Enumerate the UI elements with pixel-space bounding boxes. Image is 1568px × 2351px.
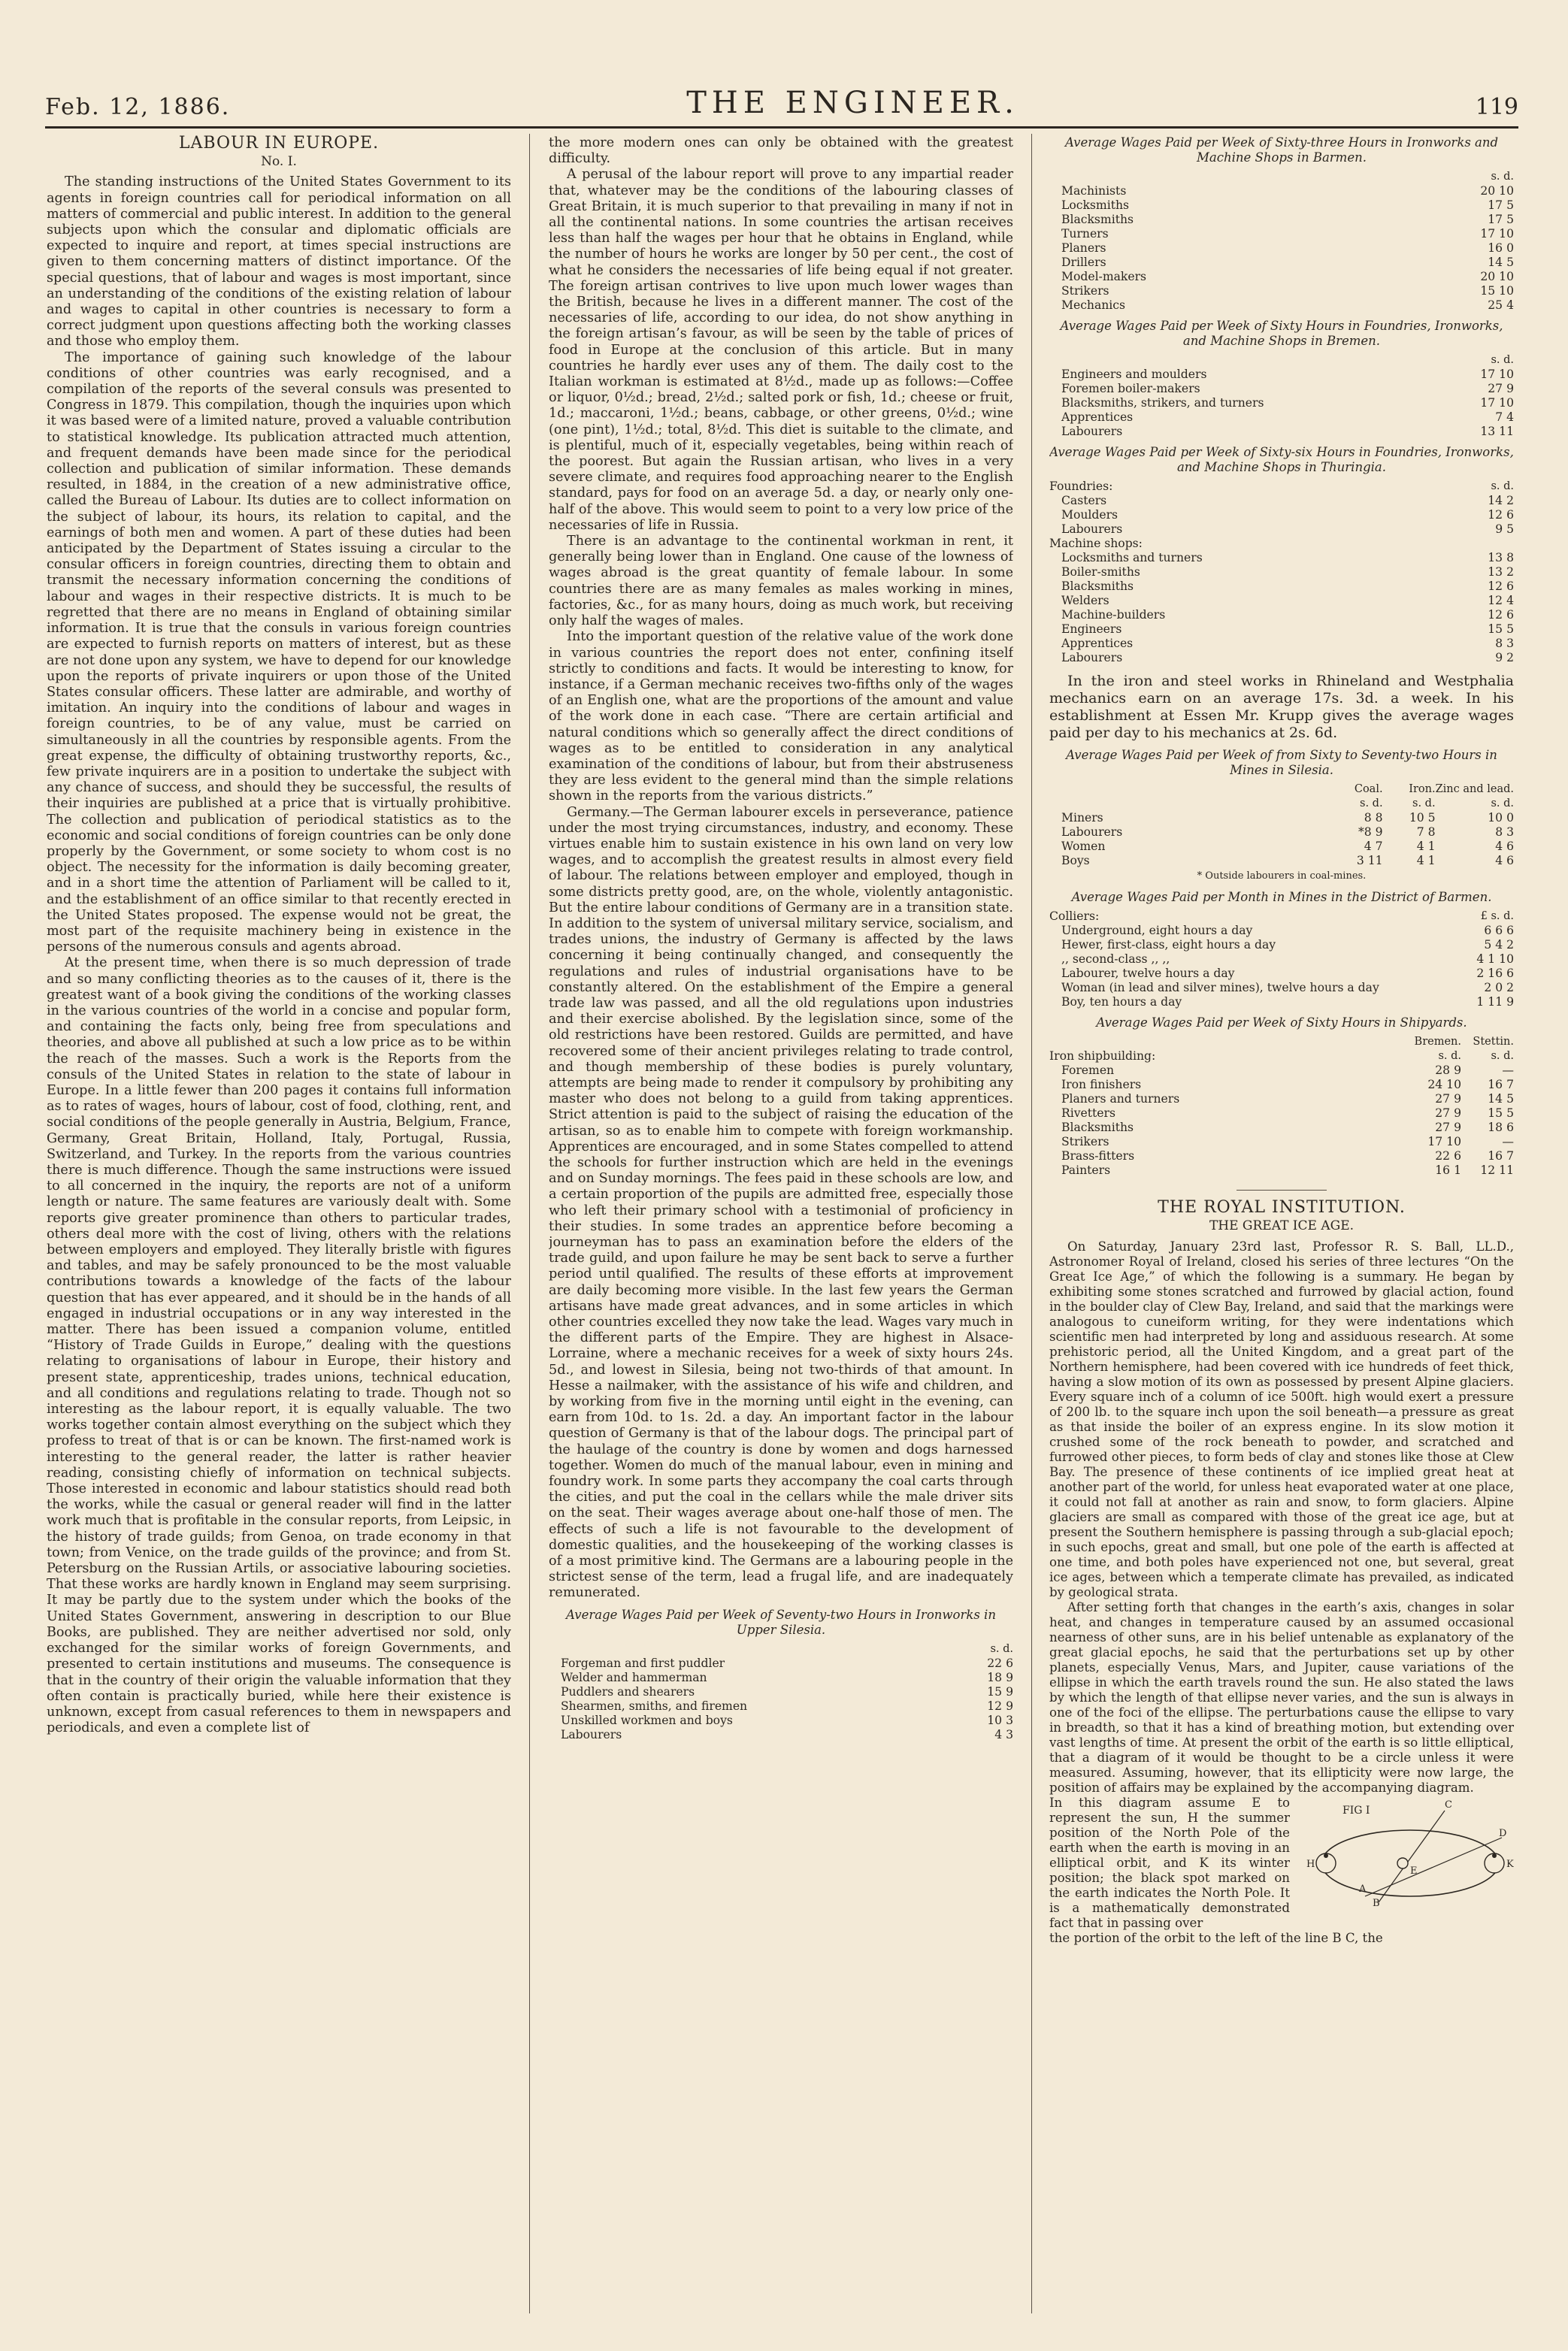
table-row [1049, 622, 1514, 637]
table-row [1049, 298, 1514, 313]
paragraph: At the present time, when there is so much depression of trade and so many conflicting theories as to the causes of it, there is the greatest want of a book giving the conditions of the working classes in the various countries of the world in a concise and popular form, and containing the facts only, being free from speculations and theories, and above all published at such a low price as to be within the reach of the masses. Such a work is the Reports from the consuls of the United States in relation to the state of labour in Europe. In a little fewer than 200 pages it contains full information as to rates of wages, hours of labour, cost of food, clothing, rent, and social conditions of the people generally in Austria, Belgium, France, Germany, Great Britain, Holland, Italy, Portugal, Russia, Switzerland, and Turkey. In the reports from the various countries there is much difference. Though the same instructions were issued to all concerned in the inquiry, the reports are not of a uniform length or nature. The same features are variously dealt with. Some reports give greater prominence than others to particular trades, others deal more with the cost of living, others with the relations between employers and employed. They literally bristle with figures and tables, and may be safely pronounced to be the most valuable contributions towards a knowledge of the facts of the labour question that has ever appeared, and it should be in the hands of all engaged in industrial occupations or in any way interested in the matter. There has been issued a companion volume, entitled “History of Trade Guilds in Europe,” dealing with the questions relating to organisations of labour in Europe, their history and present state, apprenticeship, trades unions, technical education, and all conditions and regulations relating to trade. Though not so interesting as the labour report, it is equally valuable. The two works together contain almost everything on the subject which they profess to treat of that is or can be known. The first-named work is interesting to the general reader, the latter is rather heavier reading, consisting chiefly of information on technical subjects. Those interested in economic and labour statistics should read both the works, while the casual or general reader will find in the latter work much that is profitable in the consular reports, from Leipsic, in the history of trade guilds; from Genoa, on trade economy in that town; from Venice, on the trade guilds of the province; and from St. Petersburg on the Russian Artils, or associative labouring societies. That these works are hardly known in England may seem surprising. It may be partly due to the system under which the books of the United States Government, answering in description to our Blue Books, are published. They are neither advertised nor sold, only exchanged for the similar works of foreign Governments, and presented to certain institutions and museums. The consequence is that in the country of their origin the valuable information that they often contain is practically buried, while here their existence is unknown, except from casual references to them in newspapers and periodicals, and even a complete list of [47, 955, 511, 1736]
row-value: 27 9 [1435, 1092, 1461, 1106]
page-number: 119 [1475, 94, 1518, 120]
row-value: 15 10 [1480, 284, 1514, 298]
row-label: Blacksmiths [1061, 1121, 1134, 1135]
group-label: Iron shipbuilding: [1049, 1049, 1156, 1064]
row-value: 10 3 [987, 1713, 1013, 1727]
table-row [1049, 981, 1514, 995]
table-row [549, 1657, 1013, 1671]
row-value: 6 6 6 [1484, 924, 1514, 938]
unit-header: s. d. [1491, 1050, 1514, 1063]
row-value: 17 10 [1480, 396, 1514, 410]
north-pole-spot [1492, 1853, 1497, 1858]
paragraph: Into the important question of the relative value of the work done in various countries the report does not enter, confining itself strictly to conditions and facts. It would be interesting to know, for instance, if a German mechanic receives two-fifths only of the wages of an English one, what are the proportions of the amount and value of the work done in each case. “There are certain artificial and natural conditions which so generally affect the direct conditions of wages as to be entitled to consideration in any analytical examination of the conditions of labour, but from their abstruseness they are less evident to the general mind than the simple relations shown in the reports from the various districts.” [549, 629, 1013, 804]
table-row [549, 1671, 1013, 1685]
row-label: Underground, eight hours a day [1061, 924, 1253, 938]
row-label: Painters [1061, 1163, 1111, 1178]
row-label: Welders [1061, 594, 1109, 607]
row-value: 13 2 [1488, 565, 1514, 579]
row-label: Blacksmiths, strikers, and turners [1061, 396, 1264, 410]
row-value: 7 4 [1495, 410, 1514, 424]
row-label: Planers [1061, 241, 1106, 255]
row-label: Foremen [1061, 1064, 1115, 1078]
row-value: 4 6 [1495, 854, 1514, 867]
unit-header: s. d. [1491, 171, 1514, 183]
row-value: 9 5 [1495, 522, 1514, 536]
table-row [1049, 594, 1514, 608]
unit-header: s. d. [990, 1642, 1013, 1655]
table-row [1049, 1163, 1514, 1178]
table-row [1049, 522, 1514, 537]
row-label: Forgeman and first puddler [561, 1656, 725, 1670]
row-label: Hewer, first-class, eight hours a day [1061, 938, 1276, 952]
row-label: Labourers [1061, 651, 1123, 664]
row-value: 8 3 [1495, 637, 1514, 650]
sun [1397, 1858, 1408, 1868]
wages-table-thuringia [1049, 480, 1514, 665]
row-value: 20 10 [1480, 184, 1514, 198]
column-1 [47, 135, 511, 2330]
table-row [549, 1685, 1013, 1699]
row-value: 1 11 9 [1476, 995, 1514, 1009]
row-value: 12 11 [1480, 1163, 1514, 1178]
row-value: 10 0 [1488, 811, 1514, 825]
paragraph: the more modern ones can only be obtained with the greatest difficulty. [549, 135, 1013, 167]
row-value: 9 2 [1495, 651, 1514, 664]
label-c: C [1445, 1799, 1452, 1811]
row-label: Locksmiths [1061, 198, 1130, 212]
row-label: Apprentices [1061, 637, 1134, 650]
label-a: A [1359, 1883, 1367, 1895]
table-row [1049, 840, 1514, 854]
table-row [1049, 637, 1514, 651]
row-label: Unskilled workmen and boys [561, 1713, 733, 1727]
row-label: Labourer, twelve hours a day [1061, 967, 1235, 981]
orbit-ellipse [1321, 1830, 1499, 1896]
row-value: 17 10 [1480, 227, 1514, 241]
paragraph: The importance of gaining such knowledge of the labour conditions of other countries was early recognised, and a compilation of the reports of the several consuls was presented to Congress in 1879. This compilation, though the inquiries upon which it was based were of a limited nature, proved a valuable contribution to statistical knowledge. Its publication attracted much attention, and frequent demands have been made since for the periodical collection and publication of similar information. These demands resulted, in 1884, in the creation of a new administrative office, called the Bureau of Labour. Its duties are to collect information on the subject of labour, its hours, its relation to capital, and the earnings of both men and women. A part of these duties had been anticipated by the Department of States issuing a circular to the consular officers in foreign countries, directing them to obtain and transmit the necessary information concerning the conditions of labour and wages in their respective districts. It is much to be regretted that there are no means in England of obtaining similar information. It is true that the consuls in various foreign countries are expected to furnish reports on matters of interest, but as these are not done upon any system, we have to depend for our knowledge upon the reports of private inquirers or upon those of the United States consular officers. These latter are admirable, and worthy of imitation. An inquiry into the conditions of labour and wages in foreign countries, to be of any value, must be carried on simultaneously in all the countries by responsible agents. From the great expense, the difficulty of obtaining trustworthy reports, &c., few private inquirers are in a position to undertake the subject with any chance of success, and should they be successful, the results of their inquiries are published at a price that is virtually prohibitive. The collection and publication of periodical statistics as to the economic and social conditions of foreign countries can be only done properly by the Government, or some society to whom cost is no object. The necessity for the information is daily becoming greater, and in a short time the attention of Parliament will be called to it, and the establishment of an office similar to that recently erected in the United States proposed. The expense would not be great, the most part of the requisite machinery being in existence in the persons of the numerous consuls and agents abroad. [47, 349, 511, 955]
table-row [1049, 396, 1514, 410]
row-value: 4 3 [994, 1727, 1013, 1741]
table-row [1049, 1135, 1514, 1149]
row-label: Boy, ten hours a day [1061, 995, 1182, 1009]
issue-date: Feb. 12, 1886. [45, 94, 231, 120]
row-value: 17 10 [1427, 1135, 1461, 1149]
row-value: 3 11 [1356, 854, 1383, 867]
row-label: Labourers [1061, 825, 1123, 839]
label-b: B [1373, 1897, 1380, 1908]
row-value: 12 6 [1488, 508, 1514, 522]
table-row [1049, 241, 1514, 256]
row-label: Foremen boiler-makers [1061, 382, 1200, 395]
table-row [1049, 551, 1514, 565]
row-value: 15 9 [987, 1684, 1013, 1699]
footnote: * Outside labourers in coal-mines. [1197, 870, 1367, 882]
table-row [1049, 995, 1514, 1009]
row-value: 16 1 [1435, 1163, 1461, 1178]
page-header [45, 75, 1518, 129]
wages-table-shipyards [1049, 1035, 1514, 1178]
paragraph: A perusal of the labour report will prove to any impartial reader that, whatever may be the conditions of the labouring classes of Great Britain, it is much superior to that prevailing in many if not in all the continental nations. In some countries the artisan receives less than half the wages per hour that he obtains in England, while the number of hours he works are longer by 50 per cent., the cost of what he considers the necessaries of life being equal if not greater. The foreign artisan contrives to live upon much lower wages than the British, because he lives in a different manner. The cost of the necessaries of life, according to our idea, do not show anything in the foreign artisan’s favour, as will be seen by the table of prices of food in Europe at the conclusion of this article. But in many countries he hardly ever uses any of them. The daily cost to the Italian workman is estimated at 8½d., made up as follows:—Coffee or liquor, 0½d.; bread, 2½d.; salted pork or fish, 1d.; cheese or fruit, 1d.; maccaroni, 1½d.; beans, cabbage, or other greens, 0½d.; wine (one pint), 1½d.; total, 8½d. This diet is suitable to the climate, and is plentiful, much of it, especially vegetables, being within reach of the poorest. But again the Russian artisan, who lives in a very severe climate, and requires food approaching nearer to the English standard, pays for food on an average 5d. a day, or nearly only one-half of the above. This would seem to point to a very low price of the necessaries of life in Russia. [549, 167, 1013, 533]
row-value: 12 9 [987, 1699, 1013, 1713]
row-label: Welder and hammerman [561, 1670, 707, 1684]
wages-table-mines-silesia [1049, 782, 1514, 868]
row-value: — [1502, 1064, 1514, 1078]
row-value: 5 4 2 [1484, 938, 1514, 952]
row-value: 14 2 [1488, 494, 1514, 507]
row-label: Miners [1061, 811, 1103, 825]
unit-header: s. d. [1491, 354, 1514, 366]
row-label: Strikers [1061, 284, 1109, 298]
table-row [1049, 425, 1514, 439]
column-rule [1031, 134, 1032, 2313]
row-value: 2 0 2 [1484, 981, 1514, 995]
table-row [1049, 825, 1514, 840]
row-label: Mechanics [1061, 298, 1126, 312]
table-caption: Average Wages Paid per Week of Sixty Hours in Foundries, Ironworks, and Machine Shops in Bremen. [1060, 319, 1503, 348]
article-subtitle: THE GREAT ICE AGE. [1209, 1218, 1355, 1234]
row-label: ,, second-class ,, ,, [1061, 952, 1170, 967]
article-title: THE ROYAL INSTITUTION. [1158, 1198, 1406, 1218]
table-row [1049, 184, 1514, 198]
table-row [1049, 565, 1514, 579]
row-value: *8 9 [1358, 825, 1383, 839]
row-value: 17 10 [1480, 368, 1514, 381]
unit-header: £ s. d. [1480, 910, 1514, 923]
row-value: 25 4 [1488, 298, 1514, 312]
row-value: 13 8 [1488, 551, 1514, 564]
table-row [1049, 198, 1514, 213]
row-value: 8 8 [1364, 811, 1383, 825]
table-row [1049, 227, 1514, 241]
paragraph: Germany.—The German labourer excels in perseverance, patience under the most trying circumstances, industry, and economy. These virtues enable him to sustain existence in his own land on very low wages, and to accomplish the greatest results in almost every field of labour. The relations between employer and employed, though in some districts pretty good, are, on the whole, violently antagonistic. But the entire labour conditions of Germany are in a transition state. In addition to the system of universal military service, socialism, and trades unions, the industry of Germany is affected by the laws concerning it being continually changed, and consequently the regulations and rules of industrial organisations have to be constantly altered. On the establishment of the Empire a general trade law was passed, and all the old regulations upon industries and their exercise abolished. By the legislation since, some of the old restrictions have been restored. Guilds are permitted, and have recovered some of their ancient privileges relating to trade control, and though membership of these bodies is purely voluntary, attempts are being made to render it compulsory by prohibiting any master who does not belong to a guild from taking apprentices. Strict attention is paid to the subject of raising the education of the artisan, so as to enable him to compete with foreign workmanship. Apprentices are encouraged, and in some States compelled to attend the schools for further instruction which are held in the evenings and on Sunday mornings. The fees paid in these schools are low, and a certain proportion of the pupils are admitted free, especially those who left their primary school with a testimonial of proficiency in their studies. In some trades an apprentice before becoming a journeyman has to pass an examination before the elders of the trade guild, and upon failure he may be sent back to serve a further period until qualified. The results of these efforts at improvement are daily becoming more visible. In the last few years the German artisans have made great advances, and in some articles in which other countries excelled they now take the lead. Wages vary much in the different parts of the Empire. They are highest in Alsace-Lorraine, where a mechanic receives for a week of sixty hours 24s. 5d., and lowest in Silesia, being not two-thirds of that amount. In Hesse a nailmaker, with the assistance of his wife and children, and by working from five in the morning until eight in the evening, can earn from 10d. to 1s. 2d. a day. An important factor in the labour question of Germany is that of the labour dogs. The principal part of the haulage of the country is done by women and dogs harnessed together. Women do much of the manual labour, even in mining and foundry work. In some parts they accompany the coal carts through the cities, and put the coal in the cellars while the male driver sits on the seat. Their wages average about one-half those of men. The effects of such a life is not favourable to the development of domestic qualities, and the housekeeping of the working classes is of a most primitive kind. The Germans are a labouring people in the strictest sense of the term, lead a frugal life, and are inadequately remunerated. [549, 804, 1013, 1601]
row-value: 16 7 [1488, 1149, 1514, 1163]
row-value: 27 9 [1435, 1121, 1461, 1135]
row-value: 20 10 [1480, 270, 1514, 283]
table-row [1049, 811, 1514, 825]
row-value: 2 16 6 [1476, 967, 1514, 981]
table-caption: Average Wages Paid per Week of Sixty Hours in Shipyards. [1096, 1015, 1467, 1030]
row-value: 27 9 [1488, 382, 1514, 395]
paragraph: In the iron and steel works in Rhineland and Westphalia mechanics earn on an average 17s. 3d. a week. In his establishment at Essen Mr. Krupp gives the average wages paid per day to his mechanics at 2s. 6d. [1049, 673, 1514, 741]
row-value: 10 5 [1409, 811, 1436, 825]
row-value: 12 4 [1488, 594, 1514, 607]
row-value: 13 11 [1480, 425, 1514, 438]
unit-header: s. d. [1438, 1050, 1461, 1063]
row-label: Machinists [1061, 184, 1127, 198]
row-value: 17 5 [1488, 198, 1514, 212]
row-label: Machine-builders [1061, 608, 1166, 622]
label-e: E [1410, 1865, 1418, 1877]
row-value: 15 5 [1488, 622, 1514, 636]
col-header: Zinc and lead. [1435, 783, 1514, 795]
row-label: Engineers [1061, 622, 1122, 636]
group-label: Colliers: [1049, 909, 1100, 924]
row-label: Drillers [1061, 256, 1106, 269]
row-value: 12 6 [1488, 608, 1514, 622]
table-row [1049, 938, 1514, 952]
row-value: 24 10 [1427, 1078, 1461, 1092]
row-label: Planers and turners [1061, 1092, 1180, 1106]
row-value: 4 1 10 [1476, 952, 1514, 967]
row-value: 4 7 [1364, 840, 1383, 853]
row-label: Iron finishers [1061, 1078, 1142, 1092]
row-label: Woman (in lead and silver mines), twelve hours a day [1061, 981, 1379, 995]
row-label: Apprentices [1061, 410, 1134, 424]
row-label: Rivetters [1061, 1106, 1115, 1121]
row-label: Boiler-smiths [1061, 565, 1140, 579]
row-label: Brass-fitters [1061, 1149, 1135, 1163]
row-value: — [1502, 1135, 1514, 1149]
col-header: Stettin. [1473, 1036, 1514, 1048]
table-caption: Average Wages Paid per Week of from Sixty to Seventy-two Hours in Mines in Silesia. [1066, 748, 1497, 777]
row-label: Moulders [1061, 508, 1118, 522]
row-value: 27 9 [1435, 1106, 1461, 1121]
row-value: 28 9 [1435, 1064, 1461, 1078]
journal-title: THE ENGINEER. [686, 86, 1019, 120]
row-label: Blacksmiths [1061, 579, 1134, 593]
row-value: 4 6 [1495, 840, 1514, 853]
unit-header: s. d. [1412, 797, 1436, 809]
row-value: 18 9 [987, 1670, 1013, 1684]
table-row [1049, 410, 1514, 425]
table-row [1049, 1149, 1514, 1163]
row-label: Turners [1061, 227, 1109, 241]
col-header: Iron. [1409, 783, 1436, 795]
ice-age-orbit-diagram [1297, 1796, 1514, 1908]
row-label: Women [1061, 840, 1106, 853]
row-value: 22 6 [987, 1656, 1013, 1670]
table-row [1049, 651, 1514, 665]
row-label: Model-makers [1061, 270, 1147, 283]
table-row [1049, 368, 1514, 382]
row-label: Shearmen, smiths, and firemen [561, 1699, 748, 1713]
article-subtitle: No. I. [261, 154, 297, 170]
line-ad [1365, 1838, 1502, 1896]
row-value: 14 5 [1488, 256, 1514, 269]
column-2 [549, 135, 1013, 2330]
table-row [1049, 382, 1514, 396]
row-label: Blacksmiths [1061, 213, 1134, 226]
row-label: Strikers [1061, 1135, 1109, 1149]
paragraph: The standing instructions of the United States Government to its agents in foreign countries call for periodical information on all matters of commercial and public interest. In addition to the general subjects upon which the consular and diplomatic officials are expected to inquire and report, at times special instructions are given to them concerning matters of distinct importance. Of the special questions, that of labour and wages is most important, since an understanding of the conditions of the existing relation of labour and wages to capital in other countries is necessary to form a correct judgment upon questions affecting both the working classes and those who employ them. [47, 174, 511, 349]
row-label: Puddlers and shearers [561, 1684, 695, 1699]
table-row [1049, 967, 1514, 981]
figure-text: In this diagram assume E to represent the sun, H the summer position of the North Pole of the earth when the earth is moving in an elliptical orbit, and K its winter position; the black spot marked on the earth indicates the North Pole. It is a mathematically demonstrated fact that in passing over [1049, 1795, 1290, 1930]
wages-table-silesia [549, 1642, 1013, 1742]
wages-table-mines-barmen [1049, 909, 1514, 1009]
line-bc [1379, 1811, 1445, 1902]
paragraph: the portion of the orbit to the left of the line B C, the [1049, 1930, 1383, 1945]
label-d: D [1499, 1827, 1507, 1839]
table-row [1049, 1106, 1514, 1121]
north-pole-spot [1324, 1853, 1328, 1858]
column-3 [1049, 135, 1514, 2330]
row-label: Casters [1061, 494, 1107, 507]
row-label: Engineers and moulders [1061, 368, 1207, 381]
table-row [1049, 494, 1514, 508]
wages-table-bremen [1049, 353, 1514, 439]
table-row [549, 1728, 1013, 1742]
paragraph: On Saturday, January 23rd last, Professor R. S. Ball, LL.D., Astronomer Royal of Ireland, closed his series of three lectures “On the Great Ice Age,” of which the following is a summary. He began by exhibiting some stones scratched and furrowed by glacial action, found in the boulder clay of Clew Bay, Ireland, and said that the markings were analogous to cuneiform writing, for they were indentations which scientific men had interpreted by long and assiduous research. At some prehistoric period, all the United Kingdom, and a great part of the Northern hemisphere, had been covered with ice hundreds of feet thick, having a slow motion of its own as possessed by present Alpine glaciers. Every square inch of a column of ice 500ft. high would exert a pressure of 200 lb. to the square inch upon the soil beneath—a pressure as great as that inside the boiler of an express engine. In its slow motion it crushed some of the rock beneath to powder, and scratched and furrowed other pieces, to form beds of clay and stones like those at Clew Bay. The presence of these continents of ice implied great heat at another part of the world, for unless heat evaporated water at one place, it could not fall at another as rain and snow, to form glaciers. Alpine glaciers are small as compared with those of the great ice age, but at present the Southern hemisphere is passing through a sub-glacial epoch; in such epochs, great and small, but one pole of the earth is affected at one time, and both poles have experienced not one, but several, great ice ages, between which a temperate climate has prevailed, as indicated by geological strata. [1049, 1239, 1514, 1599]
row-value: 4 1 [1416, 854, 1436, 867]
unit-header: s. d. [1491, 797, 1514, 809]
article-title: LABOUR IN EUROPE. [178, 135, 380, 153]
row-value: 17 5 [1488, 213, 1514, 226]
table-row [1049, 1064, 1514, 1078]
row-value: 18 6 [1488, 1121, 1514, 1135]
table-row [1049, 1092, 1514, 1106]
figure-block [1049, 1796, 1514, 1931]
row-label: Locksmiths and turners [1061, 551, 1203, 564]
table-row [1049, 952, 1514, 967]
table-row [1049, 270, 1514, 284]
wages-table-barmen [1049, 170, 1514, 313]
label-h: H [1306, 1858, 1315, 1870]
col-header: Bremen. [1414, 1036, 1461, 1048]
row-value: 4 1 [1416, 840, 1436, 853]
group-label: Machine shops: [1049, 537, 1143, 550]
row-value: 15 5 [1488, 1106, 1514, 1121]
row-value: 8 3 [1495, 825, 1514, 839]
row-label: Labourers [561, 1727, 622, 1741]
row-value: 16 0 [1488, 241, 1514, 255]
row-value: 7 8 [1416, 825, 1436, 839]
table-row [1049, 924, 1514, 938]
row-value: 12 6 [1488, 579, 1514, 593]
table-row [549, 1714, 1013, 1728]
table-row [1049, 213, 1514, 227]
table-caption: Average Wages Paid per Week of Seventy-two Hours in Ironworks in Upper Silesia. [566, 1607, 996, 1637]
row-label: Labourers [1061, 425, 1123, 438]
table-row [1049, 854, 1514, 868]
row-value: 14 5 [1488, 1092, 1514, 1106]
table-row [1049, 579, 1514, 594]
table-caption: Average Wages Paid per Month in Mines in the District of Barmen. [1071, 890, 1492, 905]
table-row [1049, 256, 1514, 270]
paragraph: There is an advantage to the continental workman in rent, it generally being lower than in England. One cause of the lowness of wages abroad is the great quantity of female labour. In some countries there are as many females as males working in mines, factories, &c., for as many hours, doing as much work, but receiving only half the wages of males. [549, 534, 1013, 629]
col-header: Coal. [1354, 783, 1383, 795]
table-row [1049, 608, 1514, 622]
column-rule [529, 134, 530, 2313]
table-caption: Average Wages Paid per Week of Sixty-three Hours in Ironworks and Machine Shops in Barmen. [1064, 135, 1499, 165]
group-label: Foundries: [1049, 480, 1113, 493]
table-row [1049, 284, 1514, 298]
row-label: Labourers [1061, 522, 1123, 536]
row-value: 16 7 [1488, 1078, 1514, 1092]
unit-header: s. d. [1491, 480, 1514, 492]
label-k: K [1506, 1858, 1514, 1870]
table-row [1049, 1078, 1514, 1092]
table-row [1049, 508, 1514, 522]
paragraph: After setting forth that changes in the earth’s axis, changes in solar heat, and changes in temperature caused by an assumed occasional nearness of other suns, are in his belief untenable as explanatory of the great glacial epochs, he said that the perturbations set up by other planets, especially Venus, Mars, and Jupiter, cause variations of the ellipse in which the earth travels round the sun. He also stated the laws by which the length of that ellipse never varies, and the sun is always in one of the foci of the ellipse. The perturbations cause the ellipse to vary in breadth, so that it has a kind of breathing motion, but extending over vast lengths of time. At present the orbit of the earth is so little elliptical, that a diagram of it would be thought to be a circle unless it were measured. Assuming, however, that its ellipticity were now large, the position of affairs may be explained by the accompanying diagram. [1049, 1599, 1514, 1795]
row-label: Boys [1061, 854, 1090, 867]
row-value: 22 6 [1435, 1149, 1461, 1163]
unit-header: s. d. [1360, 797, 1383, 809]
figure-title: FIG I [1342, 1804, 1370, 1817]
table-row [1049, 1121, 1514, 1135]
table-row [549, 1699, 1013, 1714]
table-caption: Average Wages Paid per Week of Sixty-six Hours in Foundries, Ironworks, and Machine Shops in Thuringia. [1049, 445, 1514, 474]
